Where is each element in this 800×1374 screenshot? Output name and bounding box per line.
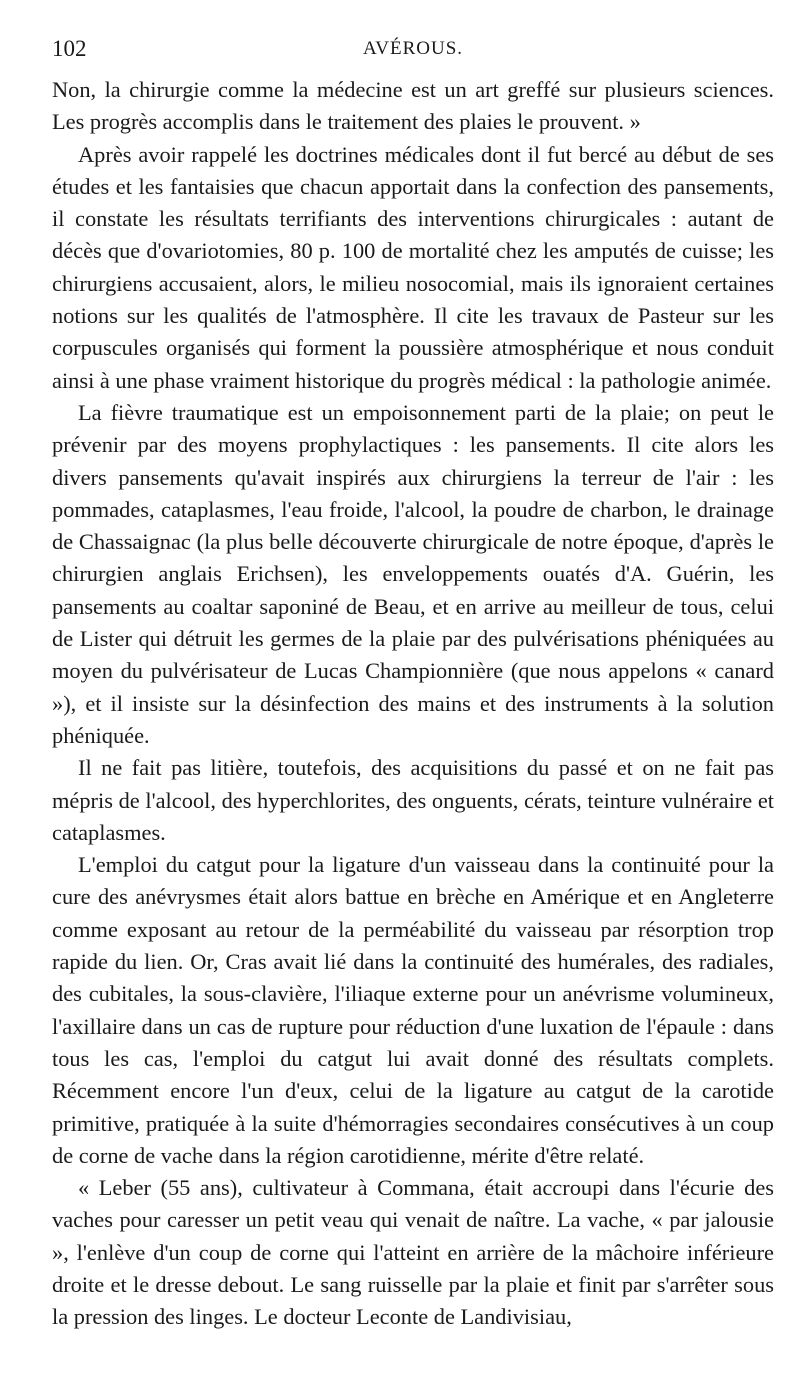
paragraph-continued: Non, la chirurgie comme la médecine est un art greffé sur plusieurs sciences. Les progrès accomplis dans le traitement des plaies le prouvent. » [52,77,774,135]
paragraph: Après avoir rappelé les doctrines médicales dont il fut bercé au début de ses études et les fantaisies que chacun apportait dans la confection des pansements, il constate les résultats terrifiants des interventions chirurgicales : autant de décès que d'ovariotomies, 80 p. 100 de mortalité chez les amputés de cuisse; les chirurgiens accusaient, alors, le milieu nosocomial, mais ils ignoraient certaines notions sur les qualités de l'atmosphère. Il cite les travaux de Pasteur sur les corpuscules organisés qui forment la poussière atmosphérique et nous conduit ainsi à une phase vraiment historique du progrès médical : la pathologie animée. [52,141,774,393]
paragraph: Il ne fait pas litière, toutefois, des acquisitions du passé et on ne fait pas mépris de l'alcool, des hyperchlorites, des onguents, cérats, teinture vulnéraire et cataplasmes. [52,755,774,845]
book-page [52,36,774,1334]
quoted-paragraph: « Leber (55 ans), cultivateur à Commana, était accroupi dans l'écurie des vaches pour caresser un petit veau qui venait de naître. La vache, « par jalousie », l'enlève d'un coup de corne qui l'atteint en arrière de la mâchoire inférieure droite et le dresse debout. Le sang ruisselle par la plaie et finit par s'arrêter sous la pression des linges. Le docteur Leconte de Landivisiau, [52,1175,774,1330]
running-head: AVÉROUS. [362,38,464,59]
page-header [52,36,774,70]
page-number: 102 [52,36,87,61]
paragraph: La fièvre traumatique est un empoisonnement parti de la plaie; on peut le prévenir par des moyens prophylactiques : les pansements. Il cite alors les divers pansements qu'avait inspirés aux chirurgiens la terreur de l'air : les pommades, cataplasmes, l'eau froide, l'alcool, la poudre de charbon, le drainage de Chassaignac (la plus belle découverte chirurgicale de notre époque, d'après le chirurgien anglais Erichsen), les enveloppements ouatés d'A. Guérin, les pansements au coaltar saponiné de Beau, et en arrive au meilleur de tous, celui de Lister qui détruit les germes de la plaie par des pulvérisations phéniquées au moyen du pulvérisateur de Lucas Championnière (que nous appelons « canard »), et il insiste sur la désinfection des mains et des instruments à la solution phéniquée. [52,399,774,748]
paragraph: L'emploi du catgut pour la ligature d'un vaisseau dans la continuité pour la cure des anévrysmes était alors battue en brèche en Amérique et en Angleterre comme exposant au retour de la perméabilité du vaisseau par résorption trop rapide du lien. Or, Cras avait lié dans la continuité des humérales, des radiales, des cubitales, la sous-clavière, l'iliaque externe pour un anévrisme volumineux, l'axillaire dans un cas de rupture pour réduction d'une luxation de l'épaule : dans tous les cas, l'emploi du catgut lui avait donné des résultats complets. Récemment encore l'un d'eux, celui de la ligature au catgut de la carotide primitive, pratiquée à la suite d'hémorragies secondaires consécutives à un coup de corne de vache dans la région carotidienne, mérite d'être relaté. [52,852,774,1168]
page-body [52,74,774,1334]
